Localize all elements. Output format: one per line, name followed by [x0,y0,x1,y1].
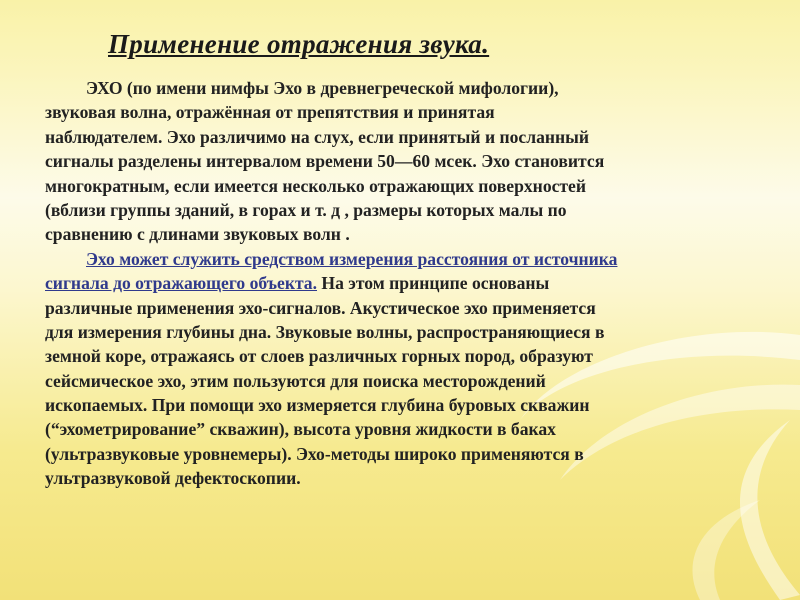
text-line: сравнению с длинами звуковых волн . [45,224,350,245]
underlined-line: Эхо может служить средством измерения расстояния от источника [86,248,618,269]
text-line: звуковая волна, отражённая от препятствия и принятая [45,102,495,123]
text-line [45,271,775,295]
text-line: для измерения глубины дна. Звуковые волны, распространяющиеся в [45,321,605,342]
text-line: различные применения эхо-сигналов. Акустическое эхо применяется [45,297,596,318]
text-line: ультразвуковой дефектоскопии. [45,468,301,489]
text-line: сигналы разделены интервалом времени 50—60 мсек. Эхо становится [45,151,605,172]
text-line: (“эхометрирование” скважин), высота уровня жидкости в баках [45,419,556,440]
text-line: (вблизи группы зданий, в горах и т. д , размеры которых малы по [45,199,567,220]
text-fragment: На этом принципе основаны [317,273,550,294]
text-line: сейсмическое эхо, этим пользуются для поиска месторождений [45,370,546,391]
body-text [45,76,775,491]
slide-title: Применение отражения звука. [108,29,490,59]
text-line: ЭХО (по имени нимфы Эхо в древнегреческой мифологии), [86,78,559,98]
text-line: земной коре, отражаясь от слоев различных горных пород, образуют [45,346,593,367]
underlined-phrase: сигнала до отражающего объекта. [45,273,318,294]
text-line: (ультразвуковые уровнемеры). Эхо-методы широко применяются в [45,443,584,464]
text-line: многократным, если имеется несколько отражающих поверхностей [45,175,587,196]
text-line: наблюдателем. Эхо различимо на слух, если принятый и посланный [45,126,590,147]
text-line: ископаемых. При помощи эхо измеряется глубина буровых скважин [45,395,590,416]
